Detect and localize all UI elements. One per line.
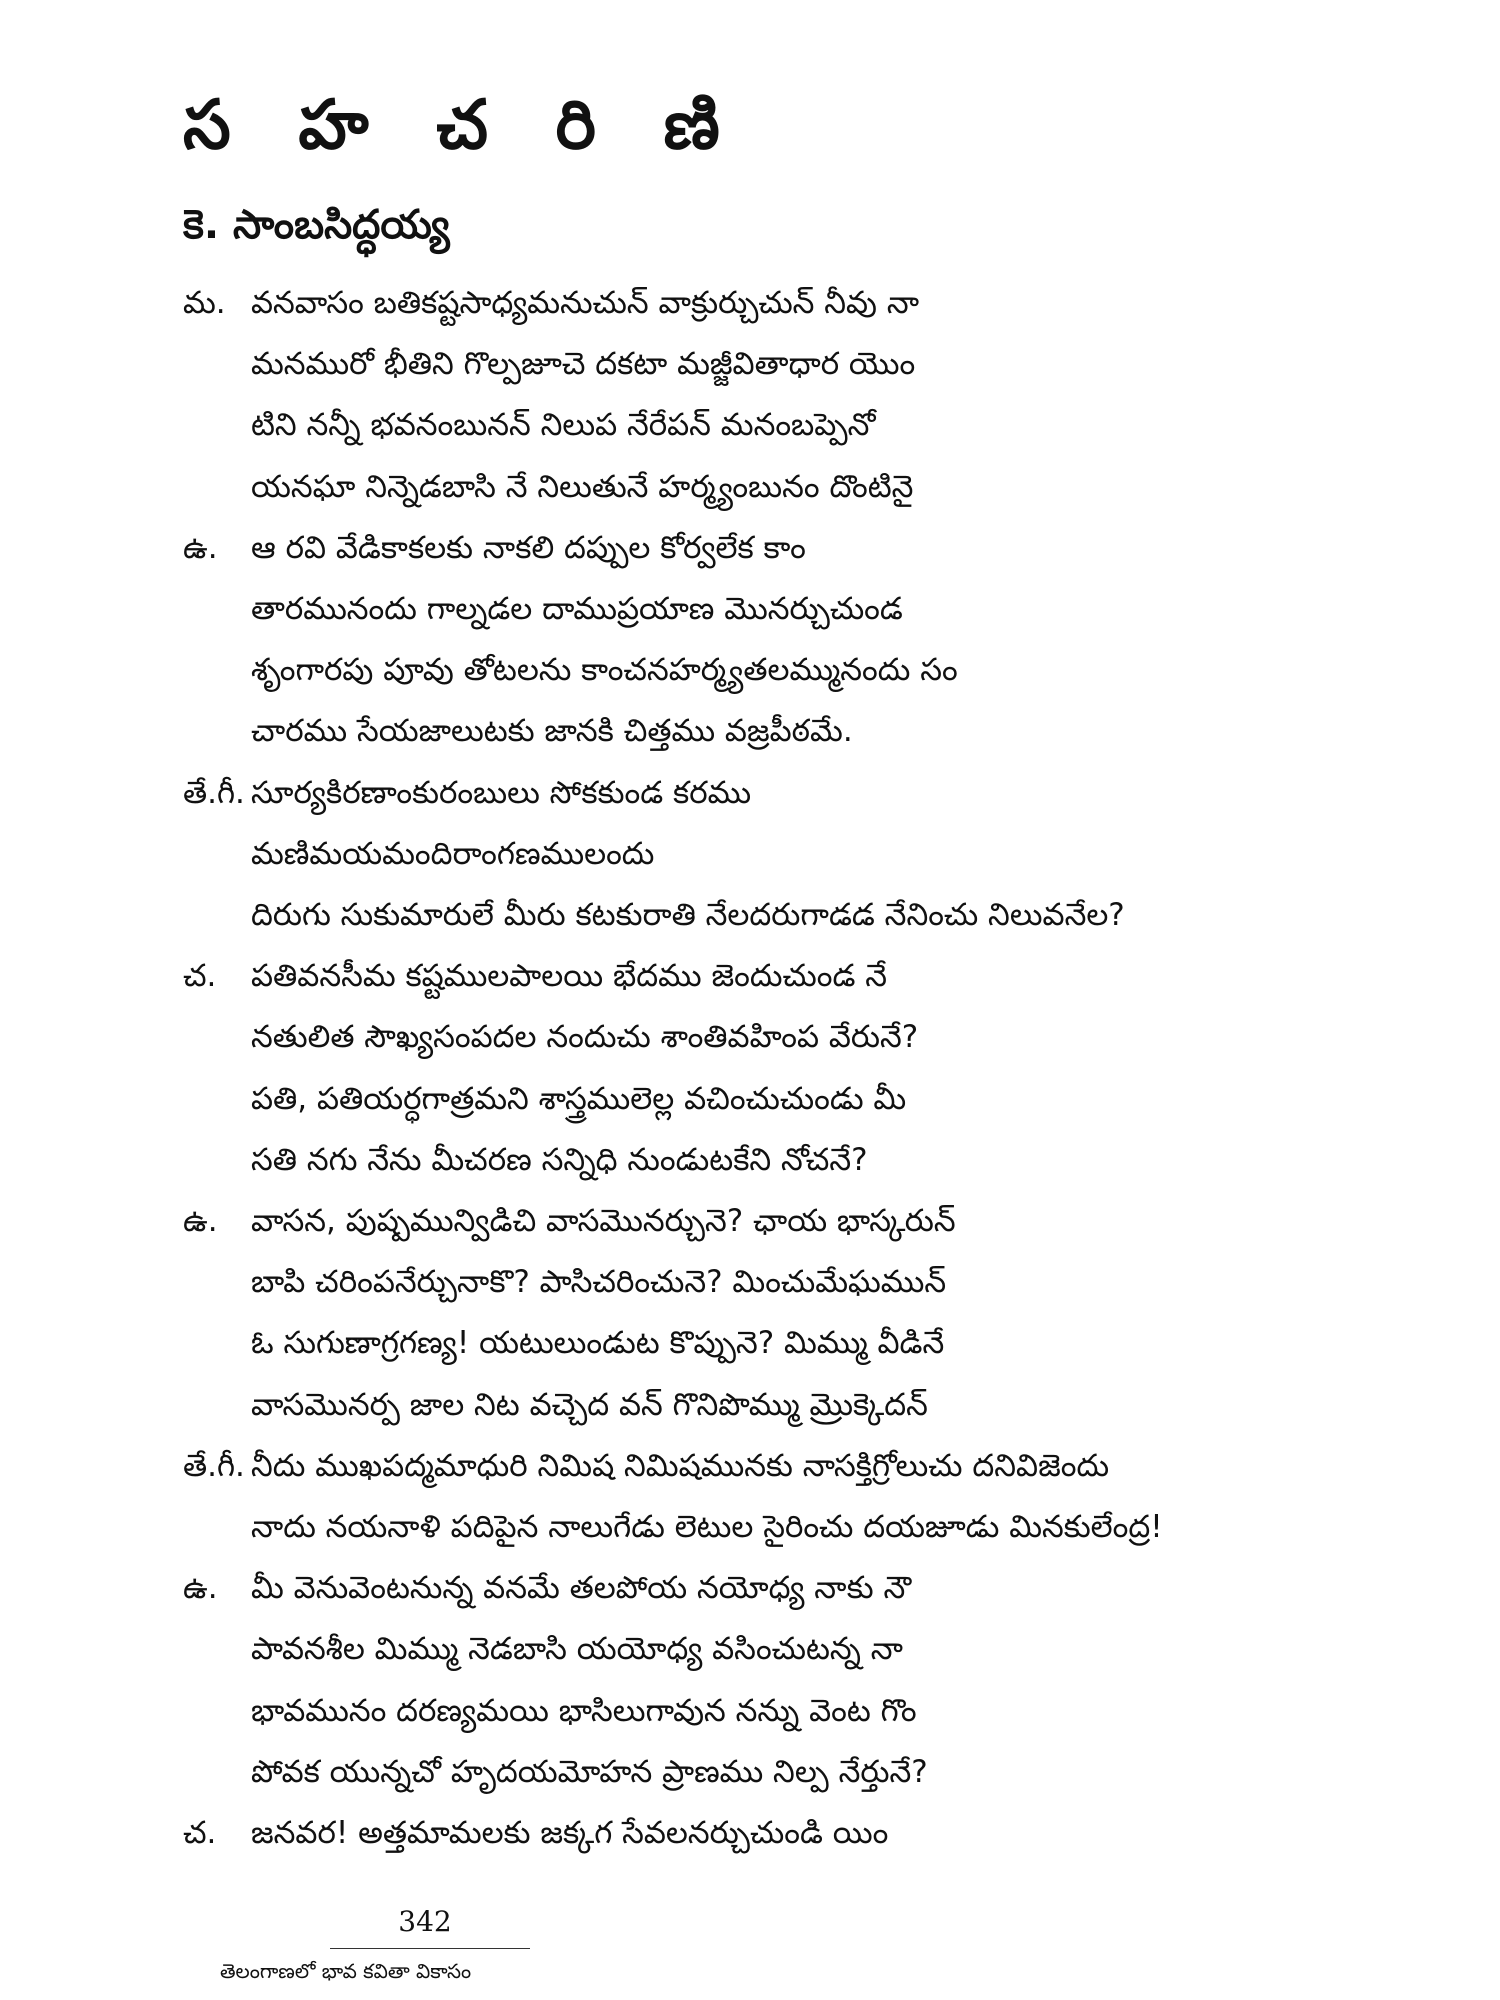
verse-text: మణిమయమందిరాంగణములందు [251,835,655,872]
verse-text: సూర్యకిరణాంకురంబులు సోకకుండ కరము [251,774,752,811]
book-title: తెలంగాణలో భావ కవితా వికాసం [220,1959,472,1983]
meter-label: మ. [183,285,226,321]
footer-divider [330,1948,530,1949]
meter-label: ఉ. [183,1570,218,1607]
meter-label: చ. [183,1815,217,1851]
verse-text: వనవాసం బతికష్టసాధ్యమనుచున్ వాక్రుర్చుచున్ నీవు నా [251,285,920,321]
meter-label: తే.గీ. [183,774,245,811]
poem-title: స హ చ రి ణి [183,86,742,165]
verse-text: ఓ సుగుణాగ్రగణ్య! యటులుండుట కొప్పునె? మిమ్ము వీడినే [251,1325,945,1362]
verse-text: పతివనసీమ కష్టములపాలయి భేదము జెందుచుండ నే [251,958,888,995]
page-number: 342 [398,1905,452,1938]
verse-text: పోవక యున్నచో హృదయమోహన ప్రాణము నిల్ప నేర్తునే? [251,1753,928,1790]
verse-text: నాదు నయనాళి పదిపైన నాలుగేడు లెటుల సైరించు దయజూడు మినకులేంద్ర! [251,1509,1163,1545]
meter-label: ఉ. [183,1203,218,1239]
verse-text: తారమునందు గాల్నడల దాముప్రయాణ మొనర్చుచుండ [251,591,903,627]
meter-label: ఉ. [183,529,218,566]
verse-text: భావమునం దరణ్యమయి భాసిలుగావున నన్ను వెంట గొం [251,1692,917,1729]
verse-text: నీదు ముఖపద్మమాధురి నిమిష నిమిషమునకు నాసక్తిగ్రోలుచు దనివిజెందు [251,1447,1110,1484]
verse-text: ఆ రవి వేడికాకలకు నాకలి దప్పుల కోర్వలేక కాం [251,529,806,566]
verse-text: దిరుగు సుకుమారులే మీరు కటకురాతి నేలదరుగాడడ నేనించు నిలువనేల? [251,897,1125,933]
verse-text: పావనశీల మిమ్ము నెడబాసి యయోధ్య వసించుటన్న నా [251,1631,903,1668]
verse-text: బాపి చరింపనేర్చునాకొ? పాసిచరించునె? మించుమేఘమున్ [251,1264,947,1301]
verse-text: టిని నన్నీ భవనంబునన్ నిలుప నేరేపన్ మనంబప్పెనో [251,407,876,444]
verse-text: శృంగారపు పూవు తోటలను కాంచనహర్మ్యతలమ్మునందు సం [251,652,958,689]
verse-text: యనఘా నిన్నెడబాసి నే నిలుతునే హర్మ్యంబునం దొంటినై [251,468,914,505]
verse-text: సతి నగు నేను మీచరణ సన్నిధి నుండుటకేని నోచనే? [251,1141,868,1178]
verse-text: నతులిత సౌఖ్యసంపదల నందుచు శాంతివహింప వేరునే? [251,1019,919,1056]
meter-label: చ. [183,958,217,995]
verse-text: జనవర! అత్తమామలకు జక్కగ సేవలనర్చుచుండి యిం [251,1815,889,1851]
verse-text: వాసమొనర్ప జాల నిట వచ్చెద వన్ గొనిపొమ్ము మ్రొక్కెదన్ [251,1386,928,1423]
verse-text: చారము సేయజాలుటకు జానకి చిత్తము వజ్రపీఠమే. [251,713,853,750]
poem-author: కె. సాంబసిద్ధయ్య [183,202,450,248]
verse-text: పతి, పతియర్ధగాత్రమని శాస్త్రములెల్ల వచించుచుండు మీ [251,1080,907,1117]
meter-label: తే.గీ. [183,1447,245,1484]
verse-text: మీ వెనువెంటనున్న వనమే తలపోయ నయోధ్య నాకు నౌ [251,1570,912,1607]
verse-text: వాసన, పుష్పమున్విడిచి వాసమొనర్చునె? ఛాయ భాస్కరున్ [251,1203,956,1239]
verse-text: మనమురో భీతిని గొల్పజూచె దకటా మజ్జీవితాధార యొం [251,346,916,383]
